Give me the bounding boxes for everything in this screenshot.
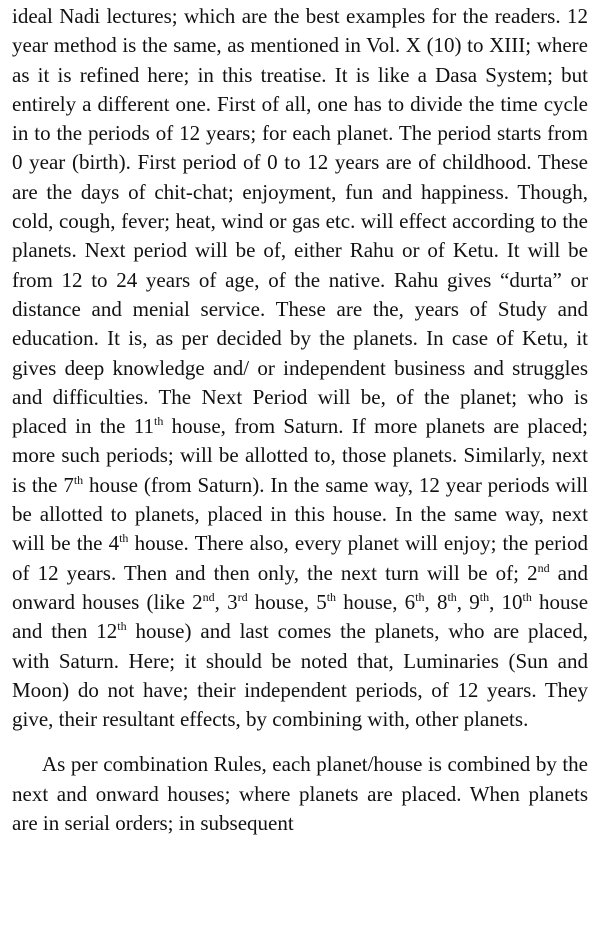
text-run: house) and last comes the planets, who are placed, with Saturn. Here; it should be noted that, Luminaries (Sun and Moon) do not have; their independent periods, of 12 years. They give, their resultant effects, by combining with, other planets. [12, 619, 588, 732]
ordinal-suffix: th [326, 589, 337, 604]
text-run: house and then 12 [12, 589, 589, 644]
ordinal-suffix: th [415, 589, 425, 604]
document-page [12, 0, 588, 838]
ordinal-suffix: th [119, 531, 129, 546]
ordinal-suffix: nd [537, 560, 550, 575]
text-run: ideal Nadi lectures; which are the best examples for the readers. 12 year method is the same, as mentioned in Vol. X (10) to XIII; where as it is refined here; in this treatise. It is like a Dasa System; but entirely a different one. First of all, one has to divide the time cycle in to the periods of 12 years; for each planet. The period starts from 0 year (birth). First period of 0 to 12 years are of childhood. These are the days of chit-chat; enjoyment, fun and happiness. Though, cold, cough, fever; heat, wind or gas etc. will effect according to the planets. Next period will be of, either Rahu or of Ketu. It will be from 12 to 24 years of age, of the native. Rahu gives “durta” or distance and menial service. These are the, years of Study and education. It is, as per decided by the planets. In case of Ketu, it gives deep knowledge and/ or independent business and struggles and difficulties. The Next Period will be, of the planet; who is placed in the 11 [12, 4, 588, 439]
text-run: , 9 [456, 589, 480, 614]
text-run: house, 6 [336, 589, 416, 614]
ordinal-suffix: th [73, 472, 84, 487]
text-run: and onward houses (like 2 [12, 560, 588, 614]
text-run: As per combination Rules, each planet/house is combined by the next and onward houses; where planets are placed. When planets are in serial orders; in subsequent [12, 752, 588, 836]
paragraph-1 [12, 2, 588, 734]
ordinal-suffix: th [154, 414, 164, 429]
text-run: , 10 [489, 589, 523, 614]
text-run: house, 5 [247, 589, 327, 614]
ordinal-suffix: th [117, 619, 127, 634]
text-run: , 8 [424, 589, 448, 614]
text-run: house, from Saturn. If more planets are placed; more such periods; will be allotted to, those planets. Similarly, next is the 7 [12, 414, 588, 497]
ordinal-suffix: rd [237, 589, 248, 604]
ordinal-suffix: th [522, 589, 532, 604]
ordinal-suffix: th [447, 589, 457, 604]
text-run: , 3 [214, 589, 238, 614]
ordinal-suffix: nd [202, 589, 215, 604]
text-run: house (from Saturn). In the same way, 12 year periods will be allotted to planets, placed in this house. In the same way, next will be the 4 [12, 472, 588, 556]
paragraph-2 [12, 750, 588, 838]
text-run: house. There also, every planet will enjoy; the period of 12 years. Then and then only, the next turn will be of; 2 [12, 531, 588, 585]
ordinal-suffix: th [479, 589, 490, 604]
